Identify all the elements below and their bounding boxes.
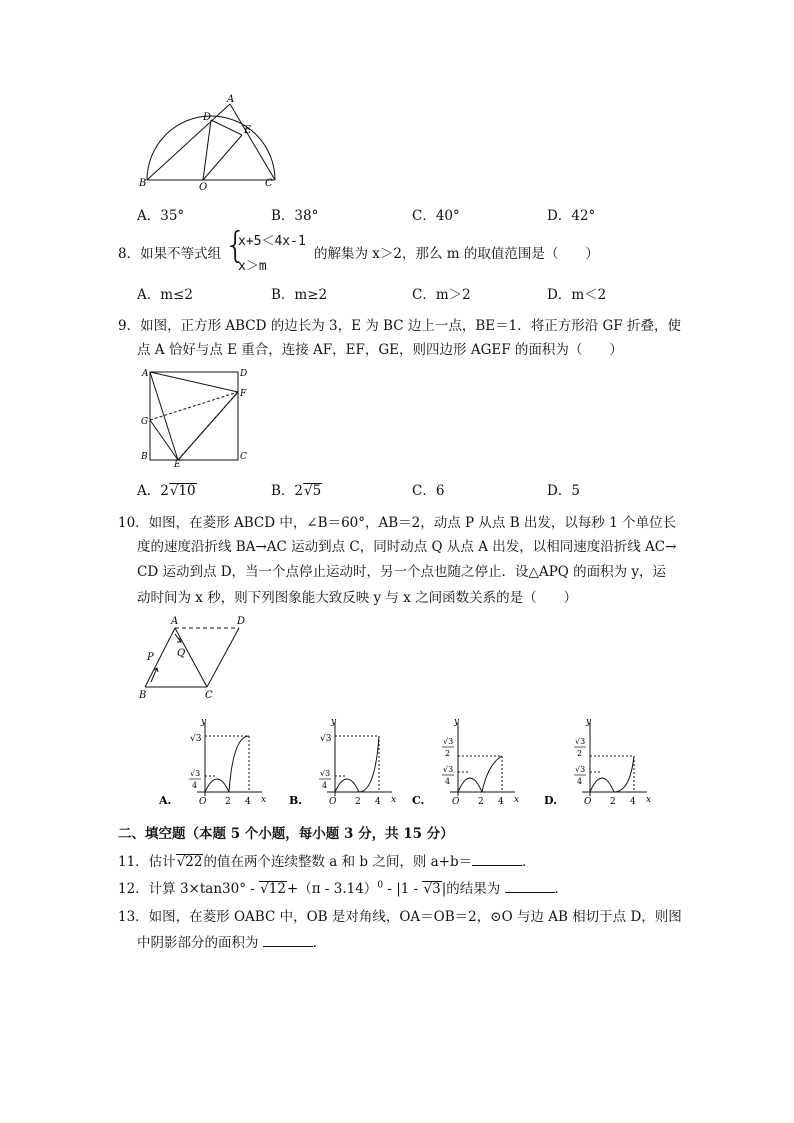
svg-text:y: y bbox=[331, 717, 337, 727]
svg-text:x: x bbox=[514, 795, 520, 805]
svg-text:2: 2 bbox=[610, 797, 616, 807]
svg-text:4: 4 bbox=[577, 777, 583, 786]
q7-label-e: E bbox=[244, 125, 252, 136]
svg-text:y: y bbox=[454, 717, 460, 727]
svg-text:x: x bbox=[261, 795, 267, 805]
q11: 11．估计√22的值在两个连续整数 a 和 b 之间，则 a+b＝ ． bbox=[118, 854, 536, 870]
q8-option-b: B．m≥2 bbox=[271, 287, 328, 303]
q10-graph-c bbox=[410, 716, 525, 808]
q13-line2: 中阴影部分的面积为 ． bbox=[137, 935, 327, 951]
svg-text:√3: √3 bbox=[443, 765, 454, 774]
q8-brace: { bbox=[224, 225, 247, 266]
svg-text:√3: √3 bbox=[320, 734, 332, 744]
q9-label-g: G bbox=[141, 417, 149, 427]
q10-label-d: D bbox=[237, 616, 246, 627]
section-title: 二、填空题（本题 5 个小题，每小题 3 分，共 15 分） bbox=[118, 826, 454, 842]
svg-text:4: 4 bbox=[375, 797, 381, 807]
q7-label-d: D bbox=[203, 112, 212, 123]
svg-text:2: 2 bbox=[225, 797, 231, 807]
q10-graph-d bbox=[542, 716, 657, 808]
q9-label-e: E bbox=[174, 460, 181, 467]
svg-text:2: 2 bbox=[355, 797, 361, 807]
q9-figure bbox=[138, 362, 253, 467]
q10-label-p: P bbox=[147, 652, 154, 663]
svg-text:√3: √3 bbox=[320, 769, 331, 778]
svg-text:4: 4 bbox=[245, 797, 251, 807]
svg-text:x: x bbox=[391, 795, 397, 805]
q9-line2: 点 A 恰好与点 E 重合，连接 AF，EF，GE，则四边形 AGEF 的面积为（ ） bbox=[137, 342, 623, 358]
q12: 12．计算 3×tan30° - √12+（π - 3.14）$^0$ - |1 - √3|的结果为 ． bbox=[118, 880, 569, 897]
svg-text:y: y bbox=[201, 717, 207, 727]
q8-option-a: A．m≤2 bbox=[137, 287, 193, 303]
q7-label-a: A bbox=[227, 94, 235, 105]
q7-option-d: D．42° bbox=[547, 208, 596, 224]
q9-label-f: F bbox=[240, 389, 247, 399]
q10-line1: 10．如图，在菱形 ABCD 中，∠B＝60°，AB＝2，动点 P 从点 B 出发，以每秒 1 个单位长 bbox=[118, 515, 677, 531]
sqrt-symbol: √5 bbox=[304, 483, 322, 499]
q8-option-c: C．m＞2 bbox=[412, 287, 471, 303]
svg-text:2: 2 bbox=[445, 749, 451, 758]
q10-line2: 度的速度沿折线 BA→AC 运动到点 C，同时动点 Q 从点 A 出发，以相同速度沿折线 AC→ bbox=[137, 539, 677, 555]
svg-text:2: 2 bbox=[478, 797, 484, 807]
svg-text:√3: √3 bbox=[443, 737, 454, 746]
q7-figure bbox=[135, 92, 285, 192]
sqrt-symbol: √3 bbox=[423, 881, 441, 897]
q9-line1: 9．如图，正方形 ABCD 的边长为 3，E 为 BC 边上一点，BE＝1．将正方形沿 GF 折叠，使 bbox=[118, 318, 681, 334]
q10-label-a: A bbox=[171, 616, 179, 627]
q7-option-b: B．38° bbox=[271, 208, 319, 224]
q10-label-b: B bbox=[139, 690, 147, 701]
svg-text:O: O bbox=[199, 797, 207, 807]
q9-option-a: A．2√10 bbox=[137, 483, 196, 499]
svg-text:√3: √3 bbox=[575, 737, 586, 746]
svg-text:O: O bbox=[452, 797, 460, 807]
svg-text:√3: √3 bbox=[190, 734, 202, 744]
q9-option-d: D．5 bbox=[547, 483, 580, 499]
q10-graph-b bbox=[287, 716, 402, 808]
q8-ineq1: x+5＜4x-1 bbox=[238, 234, 306, 249]
svg-text:O: O bbox=[584, 797, 592, 807]
graph-letter: C. bbox=[412, 794, 425, 807]
q9-option-b: B．2√5 bbox=[271, 483, 322, 499]
graph-letter: B. bbox=[289, 794, 303, 807]
q9-label-b: B bbox=[141, 452, 148, 462]
svg-text:4: 4 bbox=[322, 781, 328, 790]
q7-option-a: A．35° bbox=[137, 208, 185, 224]
graph-letter: D. bbox=[544, 794, 557, 807]
q9-label-c: C bbox=[240, 452, 247, 462]
q9-label-a: A bbox=[142, 369, 149, 379]
answer-blank[interactable] bbox=[505, 880, 555, 893]
answer-blank[interactable] bbox=[472, 853, 522, 866]
svg-text:O: O bbox=[329, 797, 337, 807]
svg-text:2: 2 bbox=[577, 749, 583, 758]
q10-figure bbox=[135, 612, 265, 704]
q13-line1: 13．如图，在菱形 OABC 中，OB 是对角线，OA＝OB＝2，⊙O 与边 AB 相切于点 D，则图 bbox=[118, 909, 682, 925]
svg-text:√3: √3 bbox=[190, 769, 201, 778]
svg-text:√3: √3 bbox=[575, 765, 586, 774]
q10-label-q: Q bbox=[177, 648, 186, 659]
q10-graph-a bbox=[157, 716, 272, 808]
svg-text:4: 4 bbox=[192, 781, 198, 790]
q7-label-b: B bbox=[139, 178, 147, 189]
answer-blank[interactable] bbox=[263, 934, 313, 947]
q9-option-c: C．6 bbox=[412, 483, 445, 499]
q8-ineq2: x＞m bbox=[238, 259, 267, 274]
svg-text:4: 4 bbox=[498, 797, 504, 807]
q8-suffix: 的解集为 x＞2，那么 m 的取值范围是（ ） bbox=[314, 246, 599, 262]
svg-text:y: y bbox=[586, 717, 592, 727]
q9-label-d: D bbox=[240, 369, 248, 379]
q10-line4: 动时间为 x 秒，则下列图象能大致反映 y 与 x 之间函数关系的是（ ） bbox=[137, 590, 578, 606]
sqrt-symbol: √10 bbox=[169, 483, 196, 499]
q10-line3: CD 运动到点 D，当一个点停止运动时，另一个点也随之停止．设△APQ 的面积为 y，运 bbox=[137, 564, 667, 580]
svg-text:x: x bbox=[646, 795, 652, 805]
svg-text:4: 4 bbox=[630, 797, 636, 807]
sqrt-symbol: √12 bbox=[260, 881, 286, 897]
q7-label-o: O bbox=[199, 182, 208, 192]
q7-label-c: C bbox=[265, 178, 273, 189]
q10-label-c: C bbox=[205, 690, 213, 701]
svg-text:4: 4 bbox=[445, 777, 451, 786]
sqrt-symbol: √22 bbox=[176, 854, 203, 870]
q7-option-c: C．40° bbox=[412, 208, 460, 224]
graph-letter: A. bbox=[159, 794, 172, 807]
q8-prefix: 8．如果不等式组 bbox=[118, 246, 222, 262]
q8-option-d: D．m＜2 bbox=[547, 287, 607, 303]
